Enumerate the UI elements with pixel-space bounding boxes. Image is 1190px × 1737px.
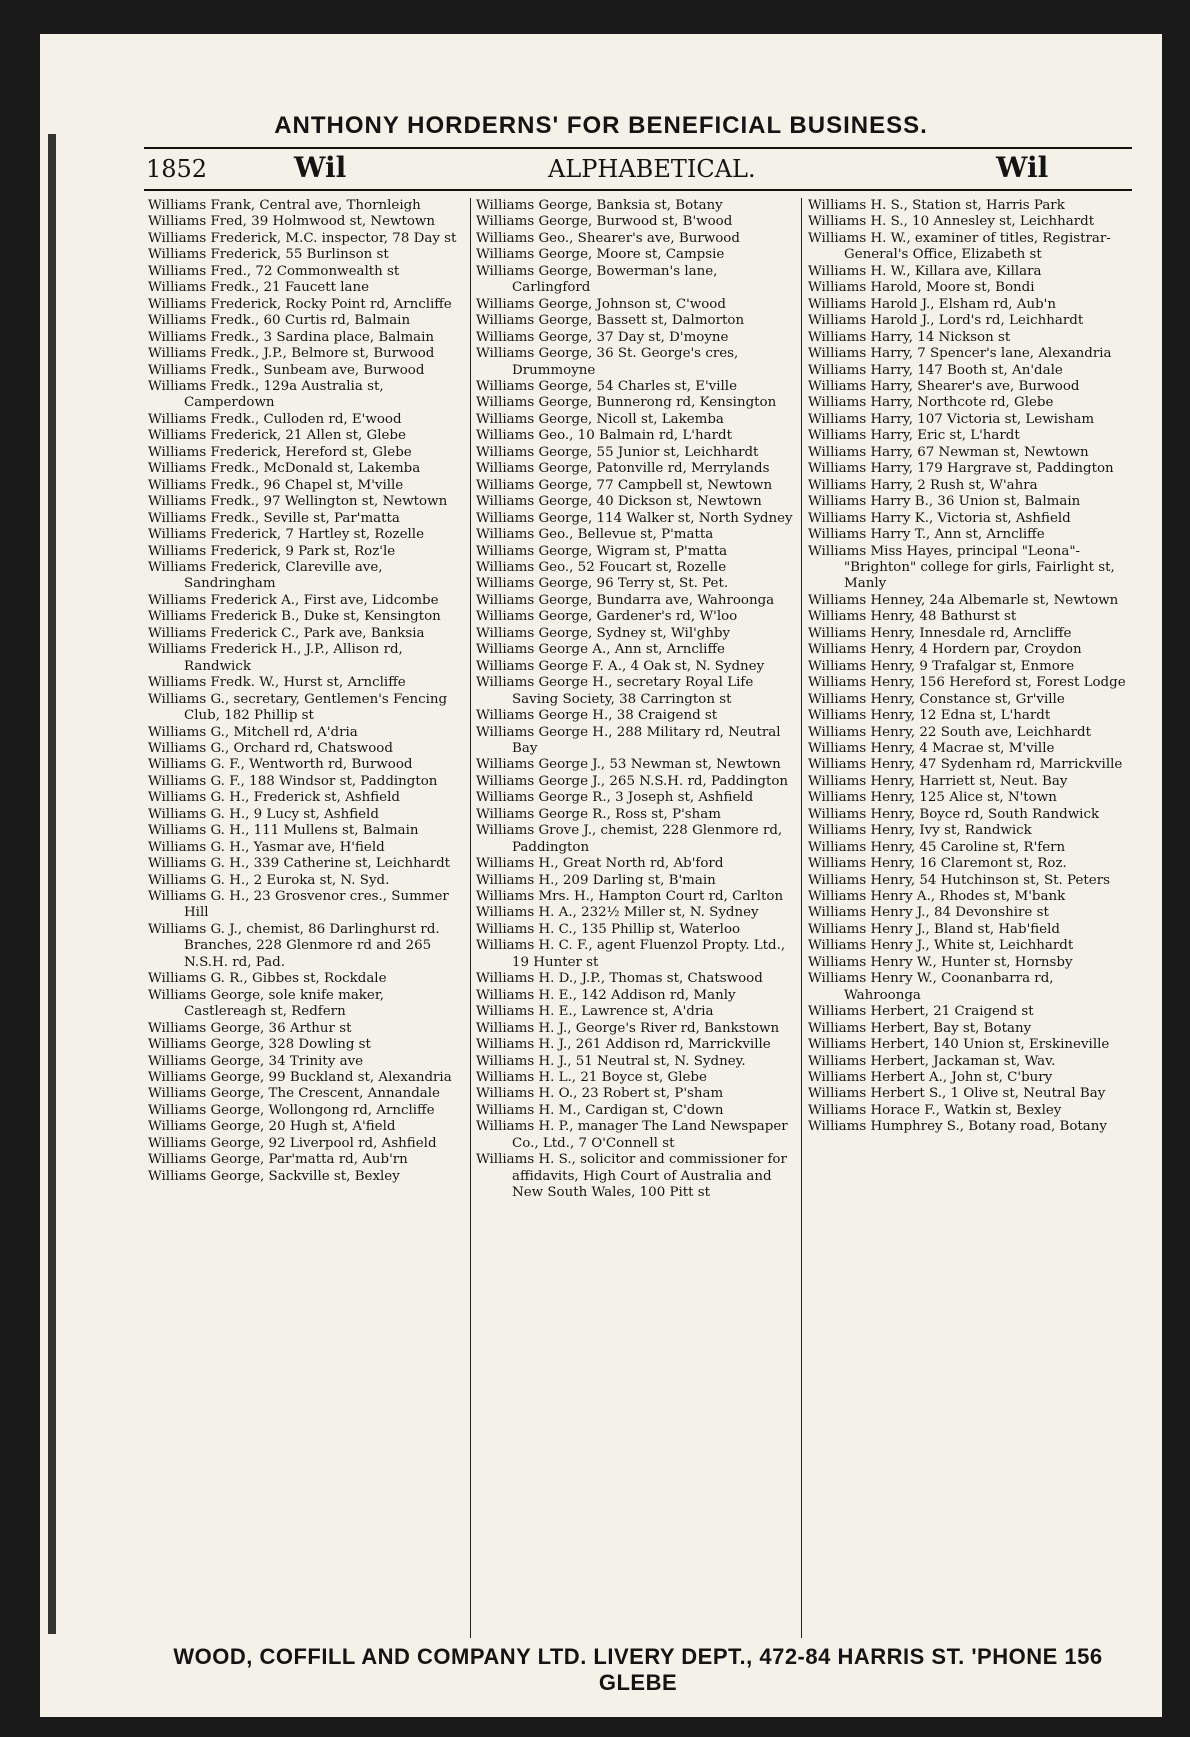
directory-entry: Williams Harry, 107 Victoria st, Lewisham (808, 411, 1095, 427)
directory-entry: Williams H. M., Cardigan st, C'down (476, 1102, 724, 1118)
directory-entry: Williams Frederick H., J.P., Allison rd, Randwick (148, 642, 403, 674)
directory-entry: Williams H. P., manager The Land Newspaper Co., Ltd., 7 O'Connell st (476, 1119, 788, 1151)
directory-entry: Williams George, 114 Walker st, North Sydney (476, 510, 793, 526)
directory-entry: Williams Herbert A., John st, C'bury (808, 1070, 1053, 1086)
directory-entry: Williams George H., 38 Craigend st (476, 708, 718, 724)
directory-entry: Williams George, 37 Day st, D'moyne (476, 329, 729, 345)
directory-entry: Williams Harry, Northcote rd, Glebe (808, 395, 1054, 411)
directory-entry: Williams George R., Ross st, P'sham (476, 806, 721, 822)
directory-entry: Williams George, 328 Dowling st (148, 1037, 371, 1053)
directory-entry: Williams Henry, Constance st, Gr'ville (808, 691, 1065, 707)
directory-entry: Williams Henry, 125 Alice st, N'town (808, 790, 1057, 806)
directory-entry: Williams George, 54 Charles st, E'ville (476, 378, 738, 394)
directory-entry: Williams Henry J., White st, Leichhardt (808, 938, 1074, 954)
directory-entry: Williams Frederick A., First ave, Lidcombe (148, 592, 439, 608)
directory-entry: Williams Frederick, 21 Allen st, Glebe (148, 428, 406, 444)
directory-entry: Williams Harry B., 36 Union st, Balmain (808, 494, 1081, 510)
directory-entry: Williams Humphrey S., Botany road, Botany (808, 1119, 1107, 1135)
column-2 (476, 198, 794, 1638)
directory-entry: Williams G. F., Wentworth rd, Burwood (148, 757, 413, 773)
directory-entry: Williams Fredk., 60 Curtis rd, Balmain (148, 313, 411, 329)
directory-entry: Williams Fred, 39 Holmwood st, Newtown (148, 214, 435, 230)
bottom-advertisement-banner: WOOD, COFFILL AND COMPANY LTD. LIVERY DEPT., 472-84 HARRIS ST. 'PHONE 156 GLEBE (173, 1644, 1103, 1695)
directory-entry: Williams Geo., 52 Foucart st, Rozelle (476, 559, 727, 575)
directory-entry: Williams G., Mitchell rd, A'dria (148, 724, 358, 740)
column-3 (808, 198, 1130, 1638)
directory-entry: Williams Frederick B., Duke st, Kensington (148, 609, 441, 625)
directory-entry: Williams Henry, Ivy st, Randwick (808, 823, 1032, 839)
directory-entry: Williams Fredk., Seville st, Par'matta (148, 510, 400, 526)
directory-entry: Williams H., 209 Darling st, B'main (476, 872, 716, 888)
directory-entry: Williams H., Great North rd, Ab'ford (476, 856, 724, 872)
directory-entry: Williams G. F., 188 Windsor st, Paddington (148, 773, 438, 789)
column-1 (148, 198, 463, 1638)
directory-columns (144, 198, 1132, 1638)
directory-entry: Williams Henry J., Bland st, Hab'field (808, 921, 1060, 937)
directory-entry: Williams Herbert, Jackaman st, Wav. (808, 1053, 1056, 1069)
directory-entry: Williams Harry, Eric st, L'hardt (808, 428, 1020, 444)
directory-entry: Williams H. L., 21 Boyce st, Glebe (476, 1070, 707, 1086)
directory-entry: Williams H. S., Station st, Harris Park (808, 198, 1065, 213)
directory-entry: Williams H. W., examiner of titles, Registrar-General's Office, Elizabeth st (808, 230, 1111, 263)
page-number: 1852 (146, 155, 208, 183)
directory-entry: Williams Henry A., Rhodes st, M'bank (808, 889, 1066, 905)
directory-entry: Williams Fredk., 3 Sardina place, Balmain (148, 329, 435, 345)
directory-entry: Williams Harold J., Lord's rd, Leichhardt (808, 313, 1084, 329)
directory-entry: Williams H. S., solicitor and commissioner for affidavits, High Court of Australia and New South Wales, 100 Pitt st (476, 1152, 787, 1201)
directory-entry: Williams George, Bundarra ave, Wahroonga (476, 592, 775, 608)
top-advertisement-banner: ANTHONY HORDERNS' FOR BENEFICIAL BUSINESS. (274, 112, 928, 139)
directory-entry: Williams Geo., Bellevue st, P'matta (476, 527, 714, 543)
directory-entry: Williams George, 77 Campbell st, Newtown (476, 477, 773, 493)
directory-entry: Williams H. D., J.P., Thomas st, Chatswood (476, 971, 763, 987)
directory-entry: Williams Frederick, Hereford st, Glebe (148, 444, 412, 460)
column-divider (470, 198, 471, 1638)
directory-page (40, 34, 1162, 1717)
directory-entry: Williams George, Wollongong rd, Arncliffe (148, 1102, 435, 1118)
directory-entry: Williams Grove J., chemist, 228 Glenmore rd, Paddington (476, 823, 783, 855)
directory-entry: Williams Frederick, M.C. inspector, 78 Day st (148, 230, 457, 246)
directory-entry: Williams H. S., 10 Annesley st, Leichhardt (808, 214, 1095, 230)
directory-entry: Williams Herbert, 140 Union st, Erskineville (808, 1037, 1110, 1053)
directory-entry: Williams H. O., 23 Robert st, P'sham (476, 1086, 724, 1102)
directory-entry: Williams G. J., chemist, 86 Darlinghurst rd. Branches, 228 Glenmore rd and 265 N.S.H. rd, Pad. (148, 921, 440, 970)
directory-entry: Williams George, Patonville rd, Merrylands (476, 461, 770, 477)
directory-entry: Williams Frederick, 9 Park st, Roz'le (148, 543, 396, 559)
directory-entry: Williams George, 36 Arthur st (148, 1020, 352, 1036)
directory-entry: Williams Henry, Innesdale rd, Arncliffe (808, 625, 1072, 641)
binding-edge (48, 134, 56, 1634)
directory-entry: Williams George, Bowerman's lane, Carlingford (476, 263, 718, 296)
directory-entry: Williams George, The Crescent, Annandale (148, 1086, 440, 1102)
directory-entry: Williams Fredk., 129a Australia st, Camperdown (148, 378, 384, 411)
directory-entry: Williams George, 40 Dickson st, Newtown (476, 494, 762, 510)
directory-entry: Williams George, 92 Liverpool rd, Ashfield (148, 1135, 437, 1151)
directory-entry: Williams Henry, 47 Sydenham rd, Marrickville (808, 757, 1123, 773)
directory-entry: Williams Henry, 156 Hereford st, Forest Lodge (808, 675, 1126, 691)
directory-entry: Williams G. R., Gibbes st, Rockdale (148, 971, 387, 987)
directory-entry: Williams Herbert S., 1 Olive st, Neutral Bay (808, 1086, 1106, 1102)
directory-entry: Williams H. C., 135 Phillip st, Waterloo (476, 921, 741, 937)
left-guide-word: Wil (294, 151, 347, 184)
column-divider (801, 198, 802, 1638)
directory-entry: Williams Henry, 9 Trafalgar st, Enmore (808, 658, 1075, 674)
directory-entry: Williams Henry, 16 Claremont st, Roz. (808, 856, 1067, 872)
directory-entry: Williams Herbert, 21 Craigend st (808, 1004, 1034, 1020)
directory-entry: Williams George, Wigram st, P'matta (476, 543, 728, 559)
directory-entry: Williams Horace F., Watkin st, Bexley (808, 1102, 1062, 1118)
directory-entry: Williams G. H., 9 Lucy st, Ashfield (148, 806, 379, 822)
directory-entry: Williams George, Nicoll st, Lakemba (476, 411, 724, 427)
directory-entry: Williams Frederick, 7 Hartley st, Rozelle (148, 527, 425, 543)
directory-entry: Williams Geo., Shearer's ave, Burwood (476, 230, 740, 246)
directory-entry: Williams H. J., 51 Neutral st, N. Sydney. (476, 1053, 746, 1069)
directory-entry: Williams George, Burwood st, B'wood (476, 214, 733, 230)
directory-entry: Williams Henry J., 84 Devonshire st (808, 905, 1049, 921)
directory-entry: Williams George J., 265 N.S.H. rd, Paddington (476, 773, 789, 789)
directory-entry: Williams George, Banksia st, Botany (476, 198, 723, 213)
directory-entry: Williams George, 34 Trinity ave (148, 1053, 364, 1069)
directory-entry: Williams Frederick, Clareville ave, Sandringham (148, 559, 383, 592)
directory-entry: Williams G. H., 23 Grosvenor cres., Summer Hill (148, 889, 449, 921)
directory-entry: Williams Harry, 147 Booth st, An'dale (808, 362, 1063, 378)
directory-entry: Williams Fredk., Culloden rd, E'wood (148, 411, 402, 427)
directory-entry: Williams Miss Hayes, principal "Leona"-"Brighton" college for girls, Fairlight st, Manly (808, 543, 1115, 592)
directory-entry: Williams Harry, 67 Newman st, Newtown (808, 444, 1089, 460)
directory-entry: Williams George R., 3 Joseph st, Ashfield (476, 790, 754, 806)
directory-entry: Williams George, Bassett st, Dalmorton (476, 313, 745, 329)
directory-entry: Williams Frederick C., Park ave, Banksia (148, 625, 425, 641)
directory-entry: Williams H. E., Lawrence st, A'dria (476, 1004, 714, 1020)
directory-entry: Williams Harry, Shearer's ave, Burwood (808, 378, 1080, 394)
directory-entry: Williams George, 96 Terry st, St. Pet. (476, 576, 729, 592)
directory-entry: Williams G. H., Frederick st, Ashfield (148, 790, 400, 806)
directory-entry: Williams Henry, 22 South ave, Leichhardt (808, 724, 1091, 740)
directory-entry: Williams George F. A., 4 Oak st, N. Sydney (476, 658, 765, 674)
directory-entry: Williams Henry, 48 Bathurst st (808, 609, 1017, 625)
directory-entry: Williams George, Moore st, Campsie (476, 247, 725, 263)
directory-entry: Williams Henry, 45 Caroline st, R'fern (808, 839, 1066, 855)
directory-entry: Williams George, 20 Hugh st, A'field (148, 1119, 396, 1135)
directory-entry: Williams G. H., Yasmar ave, H'field (148, 839, 385, 855)
directory-entry: Williams Fredk., 97 Wellington st, Newtown (148, 494, 448, 510)
directory-entry: Williams George, 55 Junior st, Leichhardt (476, 444, 759, 460)
directory-entry: Williams Harry, 14 Nickson st (808, 329, 1011, 345)
directory-entry: Williams Frederick, 55 Burlinson st (148, 247, 389, 263)
directory-entry: Williams H. J., 261 Addison rd, Marrickville (476, 1037, 771, 1053)
directory-entry: Williams Henry, Harriett st, Neut. Bay (808, 773, 1068, 789)
right-guide-word: Wil (996, 151, 1049, 184)
directory-entry: Williams H. W., Killara ave, Killara (808, 263, 1042, 279)
directory-entry: Williams Henry, 12 Edna st, L'hardt (808, 708, 1051, 724)
directory-entry: Williams H. A., 232½ Miller st, N. Sydney (476, 905, 759, 921)
directory-entry: Williams George, Sackville st, Bexley (148, 1168, 400, 1184)
directory-entry: Williams H. E., 142 Addison rd, Manly (476, 987, 736, 1003)
directory-entry: Williams George, Bunnerong rd, Kensington (476, 395, 777, 411)
directory-entry: Williams H. C. F., agent Fluenzol Propty. Ltd., 19 Hunter st (476, 938, 786, 970)
directory-entry: Williams Harry, 7 Spencer's lane, Alexandria (808, 346, 1112, 362)
directory-entry: Williams George J., 53 Newman st, Newtown (476, 757, 781, 773)
directory-entry: Williams Henney, 24a Albemarle st, Newtown (808, 592, 1119, 608)
directory-entry: Williams George, sole knife maker, Castlereagh st, Redfern (148, 987, 385, 1020)
directory-entry: Williams G. H., 111 Mullens st, Balmain (148, 823, 419, 839)
directory-entry: Williams H. J., George's River rd, Bankstown (476, 1020, 780, 1036)
directory-entry: Williams Fred., 72 Commonwealth st (148, 263, 400, 279)
directory-entry: Williams Mrs. H., Hampton Court rd, Carlton (476, 889, 784, 905)
directory-entry: Williams George, Par'matta rd, Aub'rn (148, 1152, 408, 1168)
directory-entry: Williams Geo., 10 Balmain rd, L'hardt (476, 428, 732, 444)
directory-entry: Williams George, Johnson st, C'wood (476, 296, 726, 312)
directory-entry: Williams Henry W., Hunter st, Hornsby (808, 954, 1073, 970)
directory-entry: Williams Henry W., Coonanbarra rd, Wahroonga (808, 971, 1054, 1003)
directory-entry: Williams Fredk. W., Hurst st, Arncliffe (148, 675, 406, 691)
directory-entry: Williams Harry, 2 Rush st, W'ahra (808, 477, 1038, 493)
directory-entry: Williams Fredk., 21 Faucett lane (148, 280, 370, 296)
directory-entry: Williams George, Gardener's rd, W'loo (476, 609, 738, 625)
page-header (144, 147, 1132, 191)
directory-entry: Williams Fredk., McDonald st, Lakemba (148, 461, 421, 477)
directory-entry: Williams Henry, Boyce rd, South Randwick (808, 806, 1100, 822)
directory-entry: Williams Henry, 4 Hordern par, Croydon (808, 642, 1082, 658)
directory-entry: Williams Herbert, Bay st, Botany (808, 1020, 1032, 1036)
directory-entry: Williams George H., 288 Military rd, Neutral Bay (476, 724, 781, 756)
directory-entry: Williams Frederick, Rocky Point rd, Arncliffe (148, 296, 452, 312)
directory-entry: Williams Henry, 4 Macrae st, M'ville (808, 740, 1055, 756)
directory-entry: Williams Harry, 179 Hargrave st, Paddington (808, 461, 1114, 477)
directory-entry: Williams Fredk., 96 Chapel st, M'ville (148, 477, 404, 493)
directory-entry: Williams George H., secretary Royal Life Saving Society, 38 Carrington st (476, 675, 754, 707)
directory-entry: Williams Harry T., Ann st, Arncliffe (808, 527, 1045, 543)
directory-entry: Williams G., secretary, Gentlemen's Fencing Club, 182 Phillip st (148, 691, 448, 724)
directory-entry: Williams George, 36 St. George's cres, Drummoyne (476, 346, 739, 378)
directory-entry: Williams George, 99 Buckland st, Alexandria (148, 1070, 452, 1086)
directory-entry: Williams Harold, Moore st, Bondi (808, 280, 1035, 296)
directory-entry: Williams Harry K., Victoria st, Ashfield (808, 510, 1071, 526)
directory-entry: Williams G., Orchard rd, Chatswood (148, 740, 393, 756)
directory-entry: Williams George A., Ann st, Arncliffe (476, 642, 725, 658)
directory-entry: Williams G. H., 2 Euroka st, N. Syd. (148, 872, 390, 888)
directory-entry: Williams G. H., 339 Catherine st, Leichhardt (148, 856, 451, 872)
directory-entry: Williams Frank, Central ave, Thornleigh (148, 198, 421, 213)
directory-entry: Williams Henry, 54 Hutchinson st, St. Peters (808, 872, 1110, 888)
section-title: ALPHABETICAL. (548, 155, 756, 183)
directory-entry: Williams Fredk., Sunbeam ave, Burwood (148, 362, 425, 378)
directory-entry: Williams George, Sydney st, Wil'ghby (476, 625, 731, 641)
directory-entry: Williams Fredk., J.P., Belmore st, Burwood (148, 346, 435, 362)
directory-entry: Williams Harold J., Elsham rd, Aub'n (808, 296, 1056, 312)
